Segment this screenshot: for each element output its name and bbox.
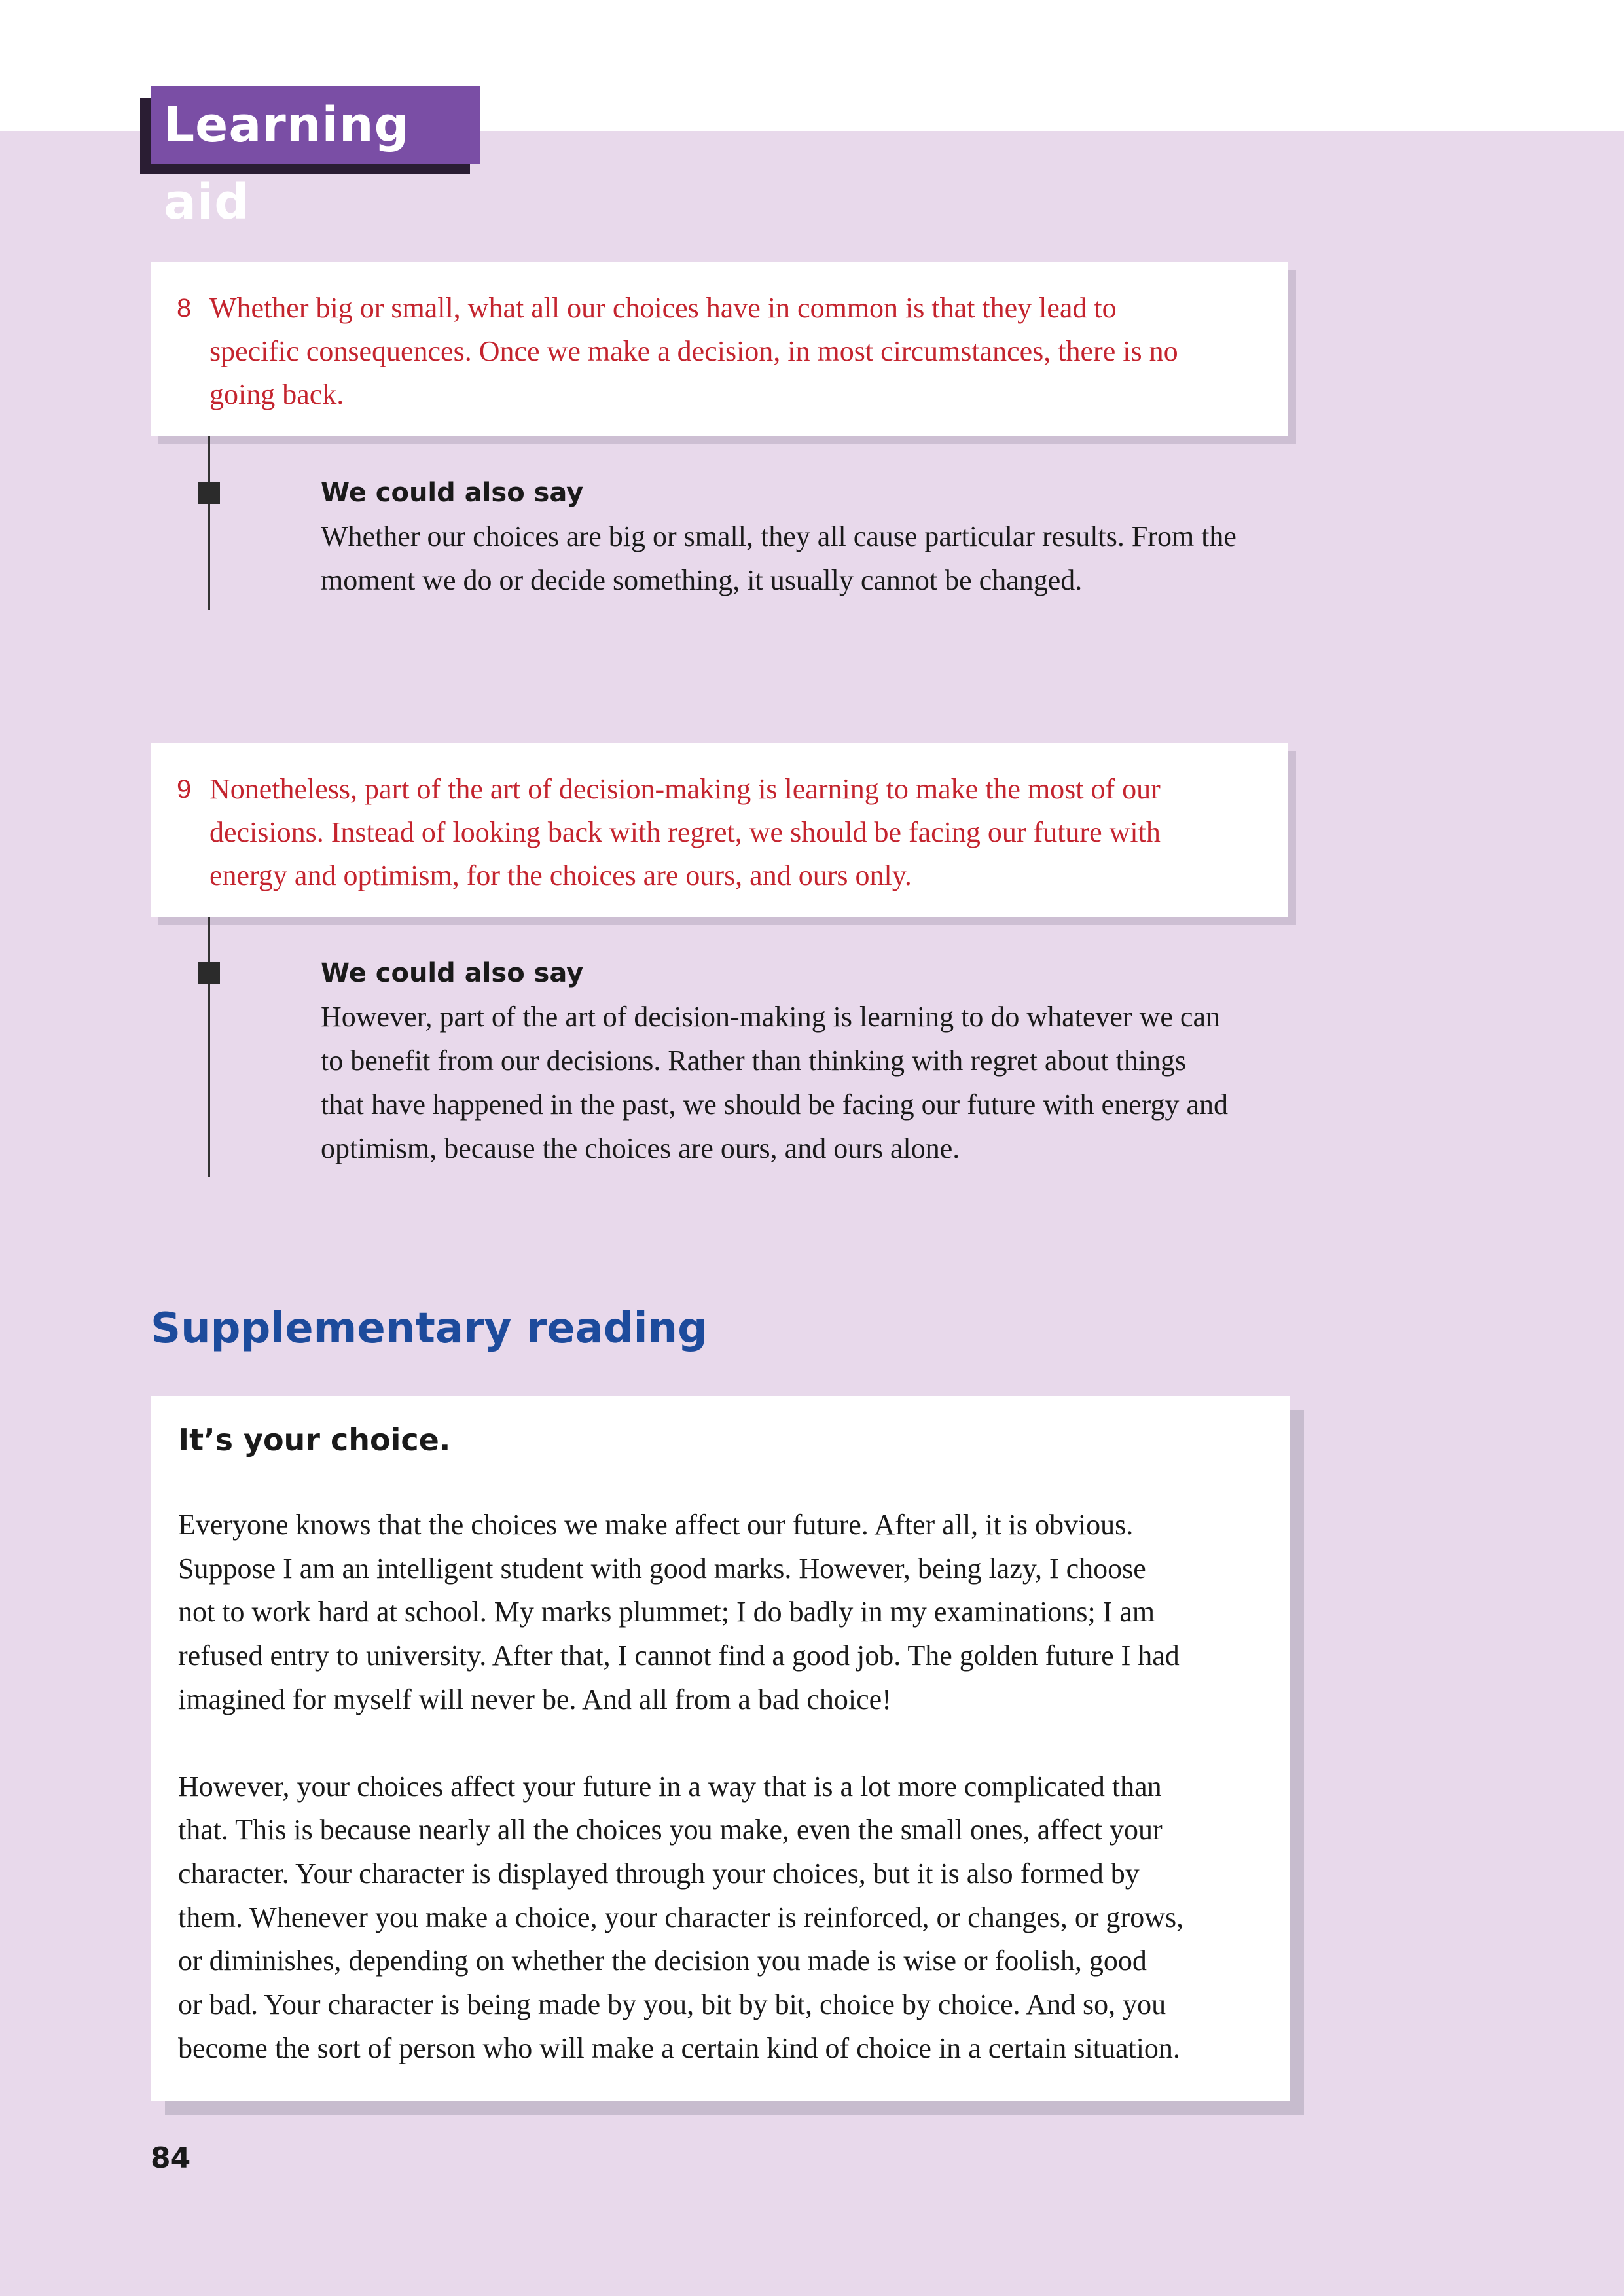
reading-line: not to work hard at school. My marks plummet; I do badly in my examinations; I am	[178, 1596, 1155, 1628]
reading-line: refused entry to university. After that, I cannot find a good job. The golden future I had	[178, 1640, 1180, 1672]
quote-line: decisions. Instead of looking back with regret, we should be facing our future with	[209, 816, 1161, 848]
section-title: Supplementary reading	[151, 1304, 708, 1353]
reading-paragraph	[178, 1503, 1263, 1722]
reading-line: them. Whenever you make a choice, your character is reinforced, or changes, or grows,	[178, 1901, 1184, 1933]
reading-line: that. This is because nearly all the choices you make, even the small ones, affect your	[178, 1814, 1163, 1846]
reading-line: Suppose I am an intelligent student with good marks. However, being lazy, I choose	[178, 1552, 1146, 1585]
quote-line: Nonetheless, part of the art of decision-making is learning to make the most of our	[209, 773, 1161, 805]
reading-line: character. Your character is displayed through your choices, but it is also formed by	[178, 1857, 1140, 1890]
quote-line: specific consequences. Once we make a decision, in most circumstances, there is no	[209, 335, 1178, 367]
reading-line: become the sort of person who will make a certain kind of choice in a certain situation.	[178, 2032, 1180, 2064]
quote-row	[177, 768, 1262, 897]
alternative-heading: We could also say	[321, 958, 584, 988]
rail-line	[208, 436, 210, 610]
alternative-phrasing-9	[321, 952, 1303, 1170]
reading-line: imagined for myself will never be. And all from a bad choice!	[178, 1683, 892, 1715]
alternative-line: However, part of the art of decision-making is learning to do whatever we can	[321, 1001, 1220, 1033]
alternative-line: Whether our choices are big or small, they all cause particular results. From the	[321, 520, 1236, 552]
reading-box	[151, 1396, 1290, 2101]
alternative-heading: We could also say	[321, 478, 584, 508]
page-number: 84	[151, 2142, 191, 2175]
reading-line: or diminishes, depending on whether the decision you made is wise or foolish, good	[178, 1945, 1147, 1977]
quote-line: Whether big or small, what all our choices have in common is that they lead to	[209, 292, 1117, 324]
quote-text	[209, 287, 1262, 416]
quote-box-9	[151, 743, 1288, 917]
alternative-line: moment we do or decide something, it usually cannot be changed.	[321, 564, 1083, 596]
reading-line: However, your choices affect your future in a way that is a lot more complicated than	[178, 1770, 1162, 1803]
rail-marker	[198, 962, 220, 984]
alternative-line: to benefit from our decisions. Rather than thinking with regret about things	[321, 1045, 1187, 1077]
quote-number: 8	[177, 294, 192, 323]
alternative-text	[321, 514, 1303, 602]
rail-marker	[198, 482, 220, 504]
reading-line: Everyone knows that the choices we make affect our future. After all, it is obvious.	[178, 1509, 1134, 1541]
reading-paragraph	[178, 1765, 1263, 2071]
rail-line	[208, 917, 210, 1177]
header-tag: Learning aid	[151, 86, 480, 164]
quote-text	[209, 768, 1262, 897]
alternative-line: that have happened in the past, we should be facing our future with energy and	[321, 1088, 1228, 1121]
alternative-text	[321, 995, 1303, 1170]
alternative-line: optimism, because the choices are ours, and ours alone.	[321, 1132, 960, 1164]
alternative-phrasing-8	[321, 471, 1303, 602]
quote-line: energy and optimism, for the choices are ours, and ours only.	[209, 859, 912, 891]
quote-box-8	[151, 262, 1288, 436]
quote-number: 9	[177, 775, 192, 804]
reading-line: or bad. Your character is being made by you, bit by bit, choice by choice. And so, you	[178, 1988, 1166, 2021]
quote-row	[177, 287, 1262, 416]
quote-line: going back.	[209, 378, 344, 410]
reading-title: It’s your choice.	[178, 1422, 451, 1458]
